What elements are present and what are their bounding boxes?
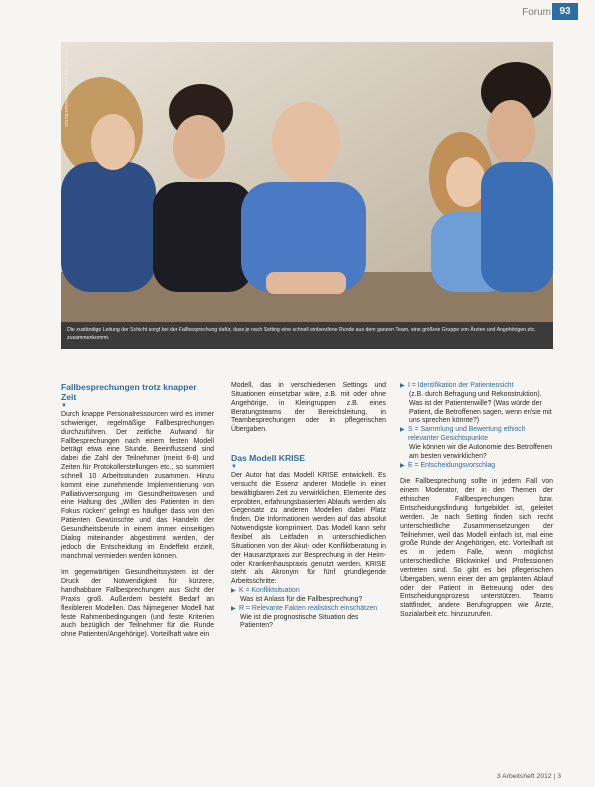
section-heading: Fallbesprechungen trotz knapper Zeit <box>61 382 197 402</box>
triangle-bullet-icon: ▶ <box>400 427 405 434</box>
list-item <box>400 462 553 471</box>
header-section-label: Forum <box>522 7 551 18</box>
photo-illustration <box>61 42 553 323</box>
body-paragraph: Im gegenwärtigen Gesundheitssystem ist der Druck der Notwendigkeit für kürzere, handhabbare Fallbesprechungen aus Sicht der Praxis groß. Außerdem besteht Bedarf an flexibleren Modellen. Das Nijmegener Modell hat feste Rahmenbedingungen (und feste Kriterien auch bezüglich der Teilnehmer für die Runde ohne Patienten/Angehörige). Vorteilhaft wäre ein <box>61 569 214 639</box>
column-3 <box>400 382 553 620</box>
body-paragraph: Modell, das in verschiedenen Settings und Situationen einsetzbar wäre, z.B. mit oder ohne Angehörige, in Kleingruppen z.B. eines Beratungsteams der Bereichsleitung, in Teambesprechungen oder in pflegerischen Übergaben. <box>231 382 386 434</box>
list-item-question: Wie können wir die Autonomie des Betroffenen am besten verwirklichen? <box>409 443 553 460</box>
column-2 <box>231 382 386 631</box>
triangle-bullet-icon: ▶ <box>400 462 405 469</box>
triangle-bullet-icon: ▶ <box>231 605 236 612</box>
photo-caption: Die zuständige Leitung der Schicht sorgt bei der Fallbesprechung dafür, dass je nach Setting eine schnell einberufene Runde aus dem ganzen Team, eine größere Gruppe von Ärzten und Angehörigen etc. zusammenkommt. <box>61 322 553 349</box>
list-item-question: Wie ist die prognostische Situation des Patienten? <box>240 613 359 630</box>
list-item-key: E = Entscheidungsvorschlag <box>408 461 496 469</box>
list-item-question: Was ist Anlass für die Fallbesprechung? <box>240 595 363 603</box>
list-item-question: (z.B. durch Befragung und Rekonstruktion). Was ist der Patientenwille? (Was würde der Patient, die Betroffenen sagen, wenn er/sie mit uns sprechen könnte?) <box>409 390 552 425</box>
list-item <box>231 605 386 614</box>
section-heading: Das Modell KRISE <box>231 453 306 464</box>
list-item <box>400 426 553 444</box>
list-item-key: S = Sammlung und Bewertung ethisch relevanter Gesichtspunkte <box>408 426 526 443</box>
triangle-bullet-icon: ▶ <box>231 588 236 595</box>
section-marker: ▼ <box>61 403 67 409</box>
body-paragraph: Der Autor hat das Modell KRISE entwickelt. Es versucht die Essenz anderer Modelle in einer bewältigbaren Zeit zu verwirklichen. Elemente des erprobten, erfahrungsbasierten Ablaufs werden als Gegensatz zu anderen Modellen dabei Platz finden. Die Informationen werden auf das absolut Notwendigste komprimiert. Das Modell kann sehr flexibel als Leitfaden in unterschiedlichen Situationen von der Akut- oder Konfliktberatung in der Hausarztpraxis zur Besprechung in der Heim- oder Krankenhauspraxis genutzt werden. KRISE steht als Akronym für fünf grundlegende Arbeitsschritte: <box>231 472 386 586</box>
column-1 <box>61 382 214 640</box>
photo <box>61 42 553 323</box>
body-paragraph: Die Fallbesprechung sollte in jedem Fall von einem Moderator, der in den Themen der ethischen Fallbesprechungen bzw. Entscheidungsfindung fortgebildet ist, geleitet werden. Je nach Setting finden sich recht unterschiedliche Zusammensetzungen der Teilnehmer, weil das Modell einfach ist, mal eine große Runde der Angehörigen, etc. Vorteilhaft ist es in jedem Falle, wenn möglichst unterschiedliche Blickwinkel und Professionen vertreten sind. So gibt es bei pflegerischen Übergaben, wenn einer der am geplanten Ablauf oder der Patient in Betreuung oder des Entscheidungsprozess unterstützen. Teams stattfindet, andere Berufsgruppen wie Ärzte, Sozialarbeit etc. hinzuzurufen. <box>400 478 553 619</box>
page-footer: 3 Arbeitsheft 2012 | 3 <box>496 773 561 780</box>
list-item-key: R = Relevante Fakten realistisch einschätzen <box>239 604 378 612</box>
list-item <box>231 587 386 596</box>
list-item-key: K = Konfliktsituation <box>239 587 300 595</box>
photo-credit: Foto: fotolia.com/contrastwerkstatt <box>64 48 69 128</box>
section-marker: ▼ <box>231 464 237 471</box>
triangle-bullet-icon: ▶ <box>400 383 405 389</box>
list-item-key: I = Identifikation der Patientensicht <box>408 382 514 389</box>
list-item <box>400 382 553 391</box>
page-number: 93 <box>552 3 578 20</box>
body-paragraph: Durch knappe Personalressourcen wird es immer schwieriger, regelmäßige Fallbesprechungen durchzuführen. Der zeitliche Aufwand für Fallbesprechungen nach einem festen Modell beträgt etwa eine Stunde. Beeinflussend sind dabei die Zahl der Teilnehmer (meist 6-8) und Zeiten für Protokollerstellungen etc., so summiert schnell 10 Arbeitsstunden zusammen. Hinzu kommt eine zunehmende Implementierung von Palliativversorgung im Gesundheitswesen und eine Haltung des „Willen des Patienten in den Fokus rücken“ gelingt es häufiger dass von den Patienten Gewünschte und das Handeln der Gesundheitsberufe in einem immer einseitigen Dialog miteinander abgestimmt werden, der jedoch die Entscheidung im Endeffekt erzielt, manchmal vermieden werden können. <box>61 411 214 560</box>
